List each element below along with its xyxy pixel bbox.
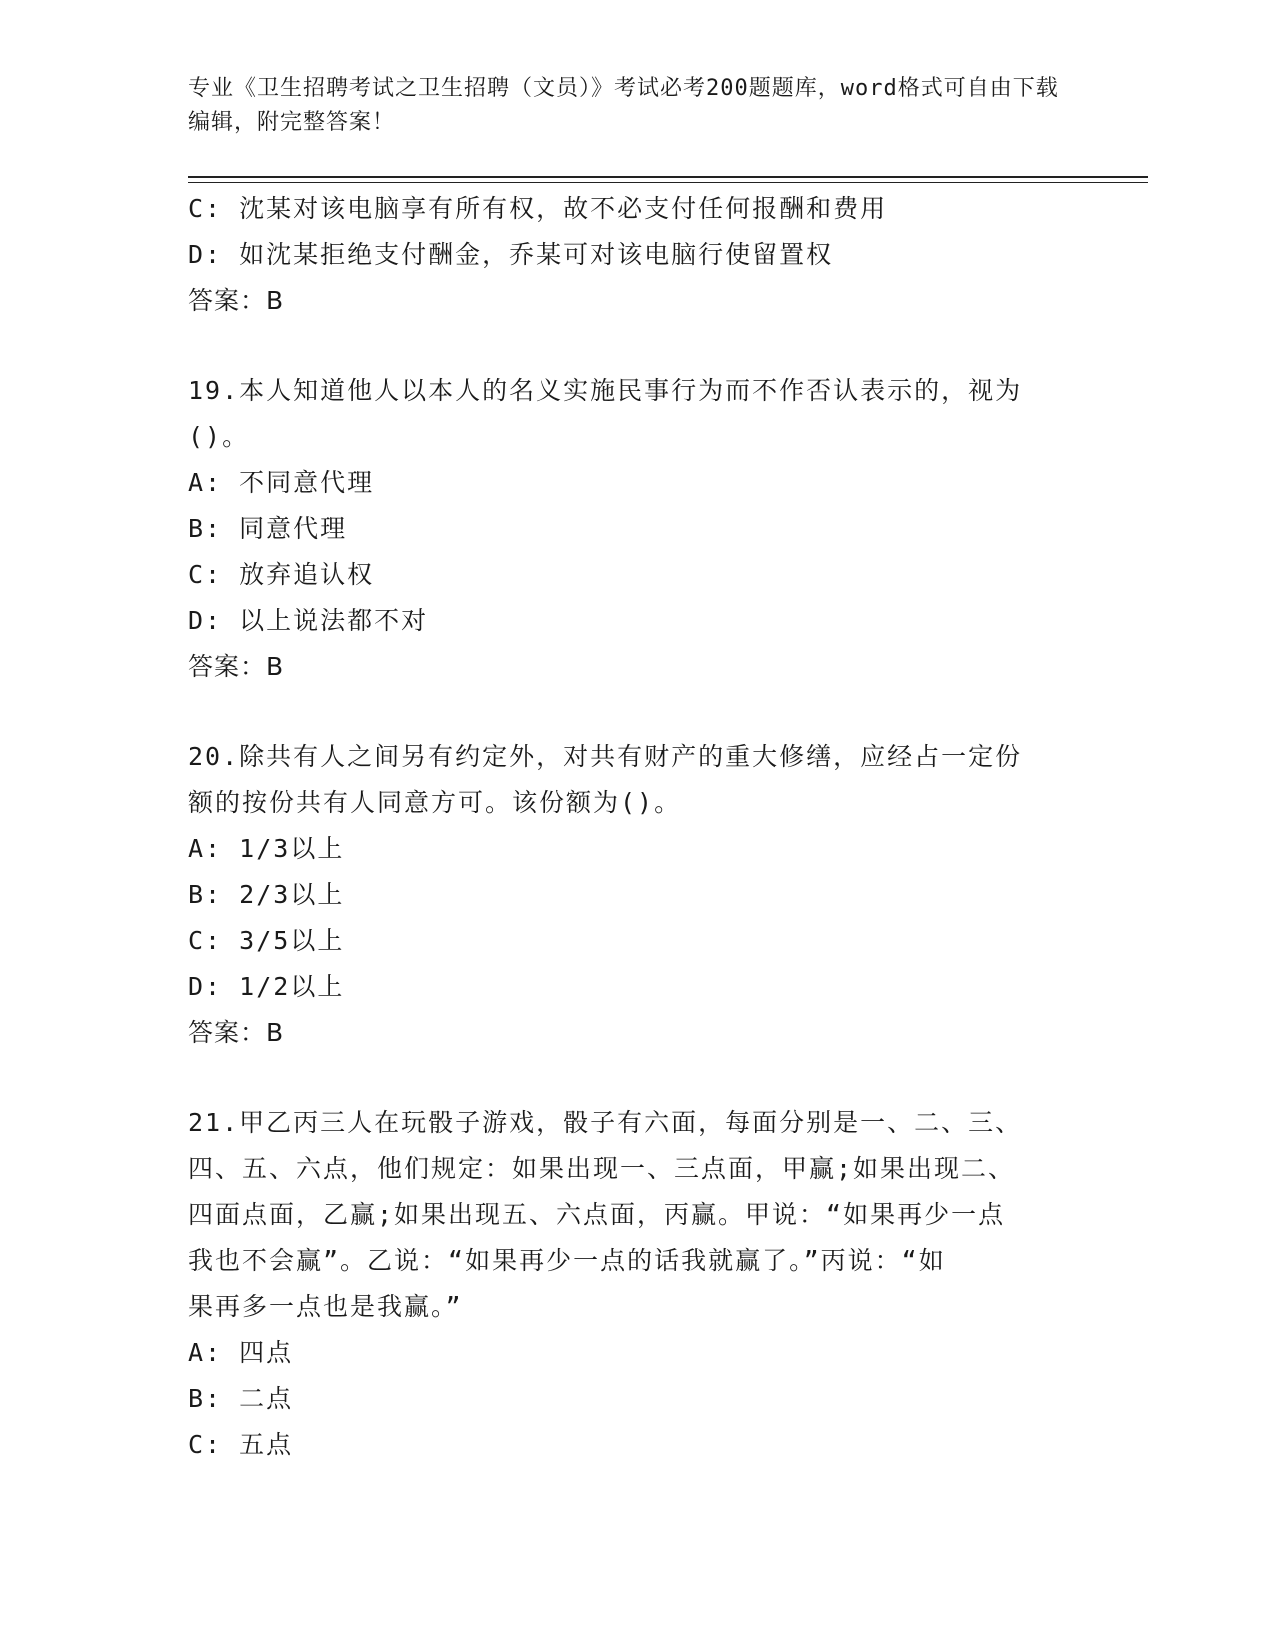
option-label: B:	[188, 880, 223, 909]
option-text: 二点	[239, 1384, 294, 1413]
option-c	[188, 1422, 1078, 1468]
answer-line: 答案：B	[188, 286, 285, 315]
header-title: 专业《卫生招聘考试之卫生招聘（文员）》考试必考200题题库，word格式可自由下载编辑，附完整答案！	[188, 76, 1059, 135]
question-20	[188, 734, 1078, 1056]
header-divider-thin	[188, 182, 1148, 183]
question-stem-line: 四面点面，乙赢;如果出现五、六点面，丙赢。甲说：“如果再少一点	[188, 1200, 1006, 1229]
option-label: A:	[188, 1338, 223, 1367]
prev-question-block	[188, 186, 1078, 324]
question-list	[188, 186, 1078, 1468]
option-text: 同意代理	[239, 514, 348, 543]
option-c	[188, 186, 1078, 232]
option-a	[188, 1330, 1078, 1376]
question-stem-line: 20.除共有人之间另有约定外，对共有财产的重大修缮，应经占一定份	[188, 742, 1023, 771]
option-label: B:	[188, 1384, 223, 1413]
option-label: C:	[188, 560, 223, 589]
option-label: C:	[188, 926, 223, 955]
question-stem-line: 21.甲乙丙三人在玩骰子游戏，骰子有六面，每面分别是一、二、三、	[188, 1108, 1023, 1137]
option-text: 五点	[239, 1430, 294, 1459]
option-c	[188, 552, 1078, 598]
option-text: 四点	[239, 1338, 294, 1367]
option-a	[188, 460, 1078, 506]
option-d	[188, 232, 1078, 278]
question-stem-line: 我也不会赢”。乙说：“如果再少一点的话我就赢了。”丙说：“如	[188, 1246, 946, 1275]
option-label: B:	[188, 514, 223, 543]
question-19	[188, 368, 1078, 690]
option-label: D:	[188, 240, 223, 269]
option-label: D:	[188, 606, 223, 635]
option-b	[188, 506, 1078, 552]
option-b	[188, 1376, 1078, 1422]
question-stem-line: 四、五、六点，他们规定：如果出现一、三点面，甲赢;如果出现二、	[188, 1154, 1016, 1183]
option-text: 1/2以上	[239, 972, 345, 1001]
option-text: 沈某对该电脑享有所有权，故不必支付任何报酬和费用	[239, 194, 888, 223]
option-a	[188, 826, 1078, 872]
question-stem-line: 果再多一点也是我赢。”	[188, 1292, 463, 1321]
spacer	[188, 1056, 1078, 1100]
document-header	[188, 72, 1068, 140]
option-label: A:	[188, 468, 223, 497]
question-stem-line: ()。	[188, 422, 250, 451]
option-text: 2/3以上	[239, 880, 345, 909]
question-stem-line: 额的按份共有人同意方可。该份额为()。	[188, 788, 682, 817]
spacer	[188, 690, 1078, 734]
answer-line: 答案：B	[188, 1018, 285, 1047]
option-c	[188, 918, 1078, 964]
answer-line: 答案：B	[188, 652, 285, 681]
option-text: 如沈某拒绝支付酬金，乔某可对该电脑行使留置权	[239, 240, 834, 269]
option-text: 放弃追认权	[239, 560, 375, 589]
option-text: 以上说法都不对	[239, 606, 429, 635]
question-21	[188, 1100, 1078, 1468]
option-d	[188, 964, 1078, 1010]
option-text: 不同意代理	[239, 468, 375, 497]
option-label: A:	[188, 834, 223, 863]
option-label: D:	[188, 972, 223, 1001]
option-b	[188, 872, 1078, 918]
question-stem-line: 19.本人知道他人以本人的名义实施民事行为而不作否认表示的，视为	[188, 376, 1023, 405]
option-label: C:	[188, 194, 223, 223]
option-text: 3/5以上	[239, 926, 345, 955]
spacer	[188, 324, 1078, 368]
header-divider-thick	[188, 176, 1148, 178]
option-text: 1/3以上	[239, 834, 345, 863]
option-label: C:	[188, 1430, 223, 1459]
option-d	[188, 598, 1078, 644]
